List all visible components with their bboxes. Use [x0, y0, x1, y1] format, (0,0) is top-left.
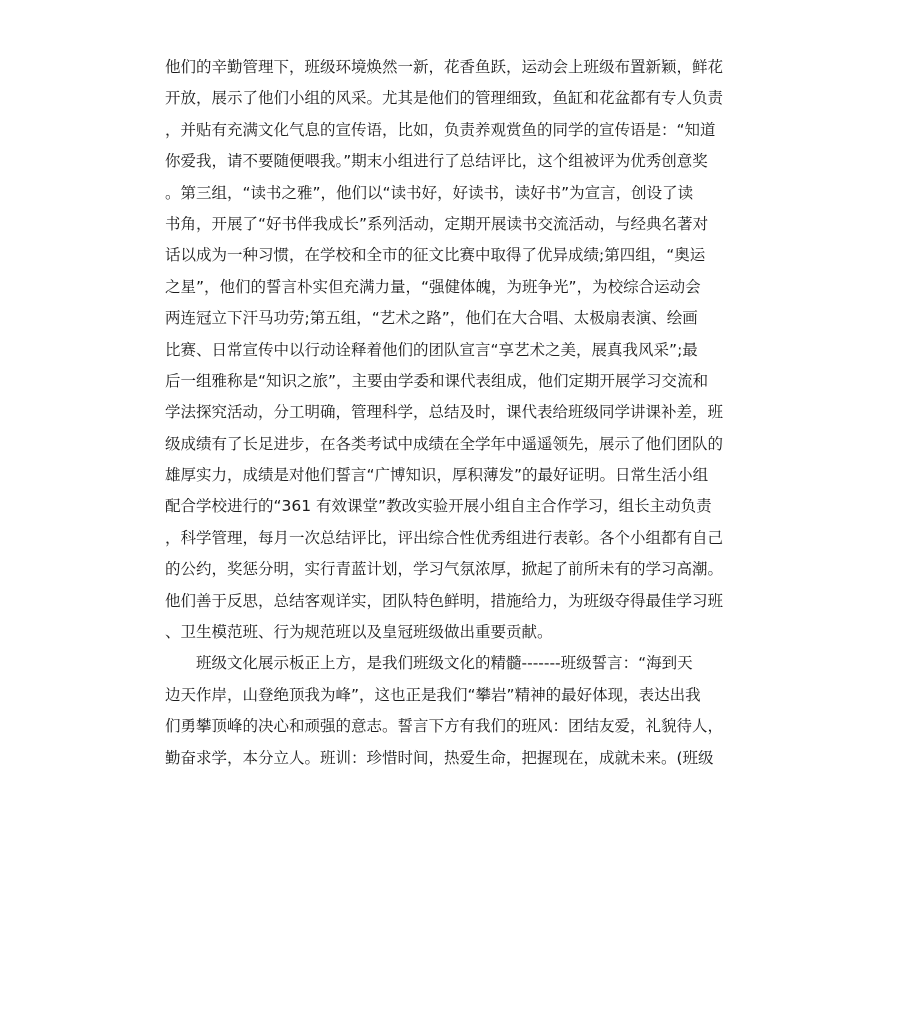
text-line: 勤奋求学，本分立人。班训：珍惜时间，热爱生命，把握现在，成就未来。(班级 [165, 748, 714, 767]
text-line: 之星”，他们的誓言朴实但充满力量，“强健体魄，为班争光”，为校综合运动会 [165, 277, 701, 296]
text-line: 他们的辛勤管理下，班级环境焕然一新，花香鱼跃，运动会上班级布置新颖，鲜花 [165, 58, 724, 76]
text-line: 学法探究活动，分工明确，管理科学，总结及时，课代表给班级同学讲课补差，班 [165, 403, 724, 422]
text-line: 级成绩有了长足进步，在各类考试中成绩在全学年中遥遥领先，展示了他们团队的 [165, 434, 724, 453]
text-line: 开放，展示了他们小组的风采。尤其是他们的管理细致，鱼缸和花盆都有专人负责 [165, 89, 724, 108]
text-line: 后一组雅称是“知识之旅”，主要由学委和课代表组成，他们定期开展学习交流和 [165, 371, 709, 390]
text-line: ，并贴有充满文化气息的宣传语，比如，负责养观赏鱼的同学的宣传语是：“知道 [165, 120, 716, 139]
text-line: 话以成为一种习惯，在学校和全市的征文比赛中取得了优异成绩;第四组，“奥运 [165, 246, 706, 265]
text-line: 、卫生模范班、行为规范班以及皇冠班级做出重要贡献。 [165, 623, 553, 642]
text-line: 他们善于反思，总结客观详实，团队特色鲜明，措施给力，为班级夺得最佳学习班 [165, 591, 724, 610]
text-line: 书角，开展了“好书伴我成长”系列活动，定期开展读书交流活动，与经典名著对 [165, 214, 709, 233]
body-text [165, 52, 757, 774]
text-line: ，科学管理，每月一次总结评比，评出综合性优秀组进行表彰。各个小组都有自己 [165, 528, 724, 547]
text-line: 你爱我，请不要随便喂我。”期末小组进行了总结评比，这个组被评为优秀创意奖 [165, 152, 708, 171]
text-line: 边天作岸，山登绝顶我为峰”，这也正是我们“攀岩”精神的最好体现，表达出我 [165, 685, 701, 704]
text-line: 们勇攀顶峰的决心和顽强的意志。誓言下方有我们的班风：团结友爱，礼貌待人， [165, 717, 724, 736]
text-line: 。第三组，“读书之雅”，他们以“读书好，好读书，读好书”为宣言，创设了读 [165, 183, 694, 202]
text-line: 雄厚实力，成绩是对他们誓言“广博知识，厚积薄发”的最好证明。日常生活小组 [165, 466, 709, 485]
text-line: 的公约，奖惩分明，实行青蓝计划，学习气氛浓厚，掀起了前所未有的学习高潮。 [165, 560, 724, 579]
text-line: 两连冠立下汗马功劳;第五组，“艺术之路”，他们在大合唱、太极扇表演、绘画 [165, 309, 698, 328]
text-line: 班级文化展示板正上方，是我们班级文化的精髓-------班级誓言：“海到天 [165, 654, 693, 673]
text-line: 配合学校进行的“361 有效课堂”教改实验开展小组自主合作学习，组长主动负责 [165, 497, 712, 516]
text-line: 比赛、日常宣传中以行动诠释着他们的团队宣言“享艺术之美，展真我风采”;最 [165, 340, 698, 359]
